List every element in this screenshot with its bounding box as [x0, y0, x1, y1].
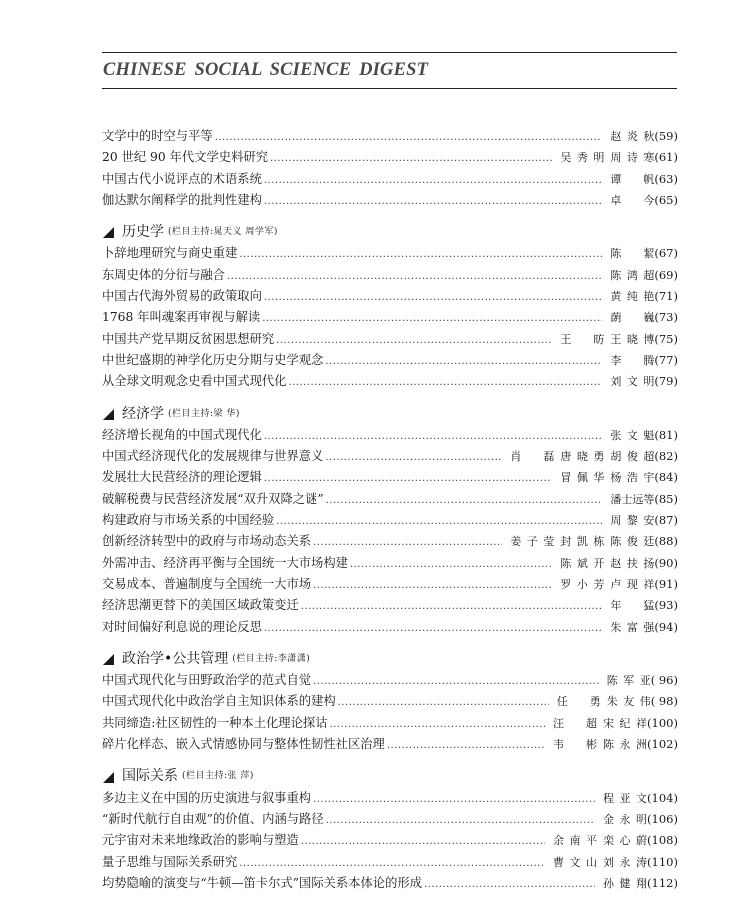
toc-entry[interactable]: [102, 873, 678, 894]
leader-dots: [276, 510, 602, 531]
author-name: 年 猛: [610, 599, 655, 613]
page-number: (65): [654, 192, 678, 207]
author-name: 王晓博: [610, 332, 655, 346]
page-number-value: 108: [651, 833, 674, 848]
article-title: 经济思潮更替下的美国区域政策变迁: [102, 598, 299, 613]
article-authors: [601, 670, 651, 691]
page-number: (81): [654, 427, 678, 442]
author-name: 杨浩宇: [610, 471, 655, 485]
article-title: 1768 年叫魂案再审视与解读: [102, 310, 261, 325]
page-number: (84): [654, 470, 678, 485]
page-number-value: 87: [658, 513, 674, 528]
page-number: (61): [654, 150, 678, 165]
page-number: (102): [647, 737, 678, 752]
page-number: (94): [654, 619, 678, 634]
leader-dots: [301, 595, 603, 616]
leader-dots: [264, 467, 552, 488]
page-number: (87): [654, 513, 678, 528]
author-name: 卓 今: [610, 193, 655, 207]
page-number: (73): [654, 310, 678, 325]
article-authors: [604, 169, 654, 190]
toc-entry[interactable]: [102, 350, 678, 371]
author-name: 赵炎秋: [610, 130, 655, 143]
author-name: 陈鸿超: [610, 268, 655, 282]
page-number-value: 63: [658, 171, 674, 186]
page-number: (67): [654, 246, 678, 261]
article-title: 破解税费与民营经济发展“双升双降之谜”: [102, 491, 324, 506]
author-name: 朱富强: [610, 620, 655, 634]
page-number-value: 112: [651, 875, 674, 890]
article-title: 中国古代小说评点的术语系统: [102, 171, 262, 186]
leader-dots: [313, 788, 595, 809]
author-name: 孙健翔: [603, 876, 648, 890]
article-authors: [504, 531, 654, 552]
article-title: 外需冲击、经济再平衡与全国统一大市场构建: [102, 555, 348, 570]
article-title: 东周史体的分衍与融合: [102, 267, 225, 282]
page-number: (59): [654, 129, 678, 143]
page-number-value: 84: [658, 470, 674, 485]
author-name: 刘文明: [610, 375, 655, 389]
leader-dots: [387, 734, 545, 755]
article-title: 创新经济转型中的政府与市场动态关系: [102, 534, 312, 549]
leader-dots: [325, 446, 502, 467]
page-number-value: 98: [655, 694, 674, 709]
article-title: “新时代航行自由观”的价值、内涵与路径: [102, 811, 324, 826]
article-title: 中国共产党早期反贫困思想研究: [102, 331, 275, 346]
article-authors: [547, 734, 647, 755]
article-authors: [604, 371, 654, 392]
article-authors: [597, 809, 647, 830]
article-authors: [604, 595, 654, 616]
page-number: (104): [647, 790, 678, 805]
page-number: (108): [647, 833, 678, 848]
toc-entry[interactable]: [102, 553, 678, 574]
page-number: (79): [654, 374, 678, 389]
author-name: 唐晓勇: [560, 450, 605, 464]
leader-dots: [262, 307, 602, 328]
author-name: 余南平: [553, 834, 598, 848]
page-number: (88): [654, 534, 678, 549]
toc-entry[interactable]: [102, 329, 678, 350]
article-title: 卜辞地理研究与商史重建: [102, 246, 238, 261]
page-number-value: 59: [658, 129, 674, 143]
article-title: 对时间偏好利息说的理论反思: [102, 619, 262, 634]
page-number: (112): [647, 875, 678, 890]
leader-dots: [330, 713, 546, 734]
leader-dots: [239, 243, 602, 264]
leader-dots: [215, 126, 603, 147]
author-name: 卢现祥: [610, 577, 655, 591]
author-name: 朱友伟: [606, 695, 651, 709]
article-title: 元宇宙对未来地缘政治的影响与塑造: [102, 833, 299, 848]
article-title: 碎片化样态、嵌入式情感协同与整体性韧性社区治理: [102, 737, 385, 752]
article-title: 20 世纪 90 年代文学史料研究: [102, 150, 268, 165]
toc-entry[interactable]: [102, 371, 678, 392]
toc-entry[interactable]: [102, 307, 678, 328]
article-authors: [547, 852, 647, 873]
article-authors: [604, 126, 654, 147]
author-name: 罗小芳: [560, 577, 605, 591]
article-title: 伽达默尔阐释学的批判性建构: [102, 192, 262, 207]
article-title: 文学中的时空与平等: [102, 129, 213, 143]
article-authors: [554, 553, 654, 574]
page-number-value: 79: [658, 374, 674, 389]
article-authors: [604, 617, 654, 638]
header-rule-top: [102, 52, 677, 53]
author-name: 胡俊超: [610, 450, 655, 464]
page-number-value: 77: [658, 352, 674, 367]
section-title: 政治学•公共管理: [122, 650, 229, 667]
leader-dots: [326, 489, 603, 510]
article-authors: [554, 467, 654, 488]
toc-entry[interactable]: [102, 190, 678, 211]
article-authors: [604, 307, 654, 328]
leader-dots: [264, 190, 602, 211]
author-name: 曹文山: [553, 855, 598, 869]
section-host: (栏目主持:李潇潇): [232, 653, 311, 664]
article-authors: [554, 574, 654, 595]
author-name: 陈 絜: [610, 247, 655, 261]
triangle-marker-icon: [103, 772, 114, 783]
leader-dots: [239, 852, 545, 873]
page-number: (69): [654, 267, 678, 282]
leader-dots: [313, 670, 599, 691]
table-of-contents: [102, 126, 678, 894]
leader-dots: [264, 617, 602, 638]
toc-entry[interactable]: [102, 489, 678, 510]
author-name: 蓢 巍: [610, 311, 655, 325]
author-name: 刘永涛: [603, 855, 648, 869]
article-title: 均势隐喻的演变与“牛顿—笛卡尔式”国际关系本体论的形成: [102, 875, 422, 890]
section-title: 国际关系: [122, 768, 178, 785]
triangle-marker-icon: [103, 409, 114, 420]
author-name: 黄纯艳: [610, 290, 655, 304]
article-title: 中国式经济现代化的发展规律与世界意义: [102, 449, 324, 464]
page-number-value: 91: [658, 576, 674, 591]
page-number-value: 106: [651, 811, 674, 826]
toc-entry[interactable]: [102, 691, 678, 712]
article-authors: [504, 446, 654, 467]
page-number: (77): [654, 352, 678, 367]
author-name: 周黎安: [610, 514, 655, 528]
leader-dots: [326, 809, 595, 830]
toc-entry[interactable]: [102, 467, 678, 488]
leader-dots: [313, 574, 552, 595]
author-name: 汪 超: [553, 716, 598, 730]
author-name: 任 勇: [556, 695, 601, 709]
page-number: (75): [654, 331, 678, 346]
page-number-value: 61: [658, 150, 674, 165]
toc-entry[interactable]: [102, 574, 678, 595]
page-number: (63): [654, 171, 678, 186]
article-title: 从全球文明观念史看中国式现代化: [102, 374, 287, 389]
page-number: ( 96): [650, 673, 678, 688]
toc-entry[interactable]: [102, 510, 678, 531]
author-name: 冒佩华: [560, 471, 605, 485]
page-number-value: 73: [658, 310, 674, 325]
leader-dots: [270, 147, 552, 168]
article-authors: [604, 190, 654, 211]
leader-dots: [338, 691, 549, 712]
page-number: (71): [654, 289, 678, 304]
author-name: 周诗寒: [610, 151, 655, 165]
toc-entry[interactable]: [102, 265, 678, 286]
page-number-value: 85: [658, 491, 674, 506]
toc-entry[interactable]: [102, 713, 678, 734]
article-authors: [554, 329, 654, 350]
page-number-value: 90: [658, 555, 674, 570]
article-authors: [604, 243, 654, 264]
article-authors: [604, 425, 654, 446]
author-name: 张文魁: [610, 428, 655, 442]
toc-entry[interactable]: [102, 446, 678, 467]
article-authors: [604, 265, 654, 286]
page-number-value: 69: [658, 267, 674, 282]
page-number: (110): [647, 854, 678, 869]
toc-entry[interactable]: [102, 734, 678, 755]
toc-entry[interactable]: [102, 830, 678, 851]
section-heading: [102, 766, 678, 787]
article-title: 共同缔造:社区韧性的一种本土化理论探诂: [102, 715, 328, 730]
page-number-value: 96: [655, 673, 674, 688]
page-number: (85): [654, 491, 678, 506]
article-authors: [547, 830, 647, 851]
page-number-value: 82: [658, 449, 674, 464]
section-heading: [102, 222, 678, 243]
page-number-value: 67: [658, 246, 674, 261]
leader-dots: [325, 350, 602, 371]
article-title: 中国式现代化与田野政治学的范式自觉: [102, 673, 312, 688]
article-authors: [604, 350, 654, 371]
page-number-value: 88: [658, 534, 674, 549]
page-number: (106): [647, 811, 678, 826]
author-name: 谭 帆: [610, 172, 655, 186]
author-name: 潘士远等: [610, 492, 655, 506]
triangle-marker-icon: [103, 654, 114, 665]
author-name: 宋纪祥: [603, 716, 648, 730]
leader-dots: [288, 371, 602, 392]
page-number-value: 65: [658, 192, 674, 207]
article-title: 多边主义在中国的历史演进与叙事重构: [102, 790, 312, 805]
page-number: (93): [654, 598, 678, 613]
page-number-value: 81: [658, 427, 674, 442]
author-name: 韦 彬: [553, 738, 598, 752]
author-name: 吴秀明: [560, 151, 605, 165]
article-title: 中国古代海外贸易的政策取向: [102, 289, 262, 304]
triangle-marker-icon: [103, 227, 114, 238]
leader-dots: [264, 169, 602, 190]
article-authors: [604, 489, 654, 510]
article-authors: [554, 147, 654, 168]
leader-dots: [227, 265, 602, 286]
article-authors: [597, 788, 647, 809]
leader-dots: [424, 873, 595, 894]
page-number-value: 104: [651, 790, 674, 805]
section-title: 经济学: [122, 405, 164, 422]
toc-entry[interactable]: [102, 788, 678, 809]
section-heading: [102, 649, 678, 670]
header-rule-bottom: [102, 88, 677, 89]
author-name: 陈军亚: [606, 674, 651, 688]
article-authors: [597, 873, 647, 894]
toc-entry[interactable]: [102, 169, 678, 190]
article-authors: [604, 286, 654, 307]
page-number-value: 102: [651, 737, 674, 752]
leader-dots: [350, 553, 552, 574]
page-number: (82): [654, 449, 678, 464]
article-authors: [547, 713, 647, 734]
page-number: (90): [654, 555, 678, 570]
author-name: 陈斌开: [560, 556, 605, 570]
leader-dots: [264, 286, 602, 307]
page-number-value: 110: [651, 854, 674, 869]
section-host: (栏目主持:张 萍): [182, 771, 254, 782]
toc-entry[interactable]: [102, 531, 678, 552]
toc-entry[interactable]: [102, 286, 678, 307]
page-number: (100): [647, 715, 678, 730]
article-authors: [604, 510, 654, 531]
page-number-value: 93: [658, 598, 674, 613]
article-title: 发展壮大民营经济的理论逻辑: [102, 470, 262, 485]
article-title: 经济增长视角的中国式现代化: [102, 427, 262, 442]
article-title: 量子思维与国际关系研究: [102, 854, 238, 869]
article-title: 构建政府与市场关系的中国经验: [102, 513, 275, 528]
author-name: 赵扶扬: [610, 556, 655, 570]
leader-dots: [276, 329, 552, 350]
author-name: 陈俊廷: [610, 535, 655, 549]
section-host: (栏目主持:晁天义 周学军): [168, 227, 278, 238]
toc-entry[interactable]: [102, 243, 678, 264]
author-name: 李 腾: [610, 353, 655, 367]
article-title: 交易成本、普遍制度与全国统一大市场: [102, 576, 312, 591]
journal-title: CHINESE SOCIAL SCIENCE DIGEST: [103, 60, 429, 80]
page-number-value: 71: [658, 289, 674, 304]
page-number-value: 94: [658, 619, 674, 634]
author-name: 金永明: [603, 812, 648, 826]
section-heading: [102, 404, 678, 425]
leader-dots: [301, 830, 545, 851]
toc-entry[interactable]: [102, 617, 678, 638]
toc-entry[interactable]: [102, 595, 678, 616]
leader-dots: [313, 531, 502, 552]
author-name: 姜子莹: [510, 535, 555, 549]
author-name: 肖 磊: [510, 450, 555, 464]
toc-entry[interactable]: [102, 425, 678, 446]
author-name: 陈永洲: [603, 738, 648, 752]
page-number: ( 98): [650, 694, 678, 709]
toc-entry[interactable]: [102, 809, 678, 830]
leader-dots: [264, 425, 602, 446]
author-name: 封凯栋: [560, 535, 605, 549]
article-title: 中世纪盛期的神学化历史分期与史学观念: [102, 352, 324, 367]
author-name: 王 昉: [560, 332, 605, 346]
page-number-value: 100: [651, 715, 674, 730]
article-authors: [551, 691, 651, 712]
author-name: 程亚文: [603, 791, 648, 805]
page-number-value: 75: [658, 331, 674, 346]
page-number: (91): [654, 576, 678, 591]
article-title: 中国式现代化中政治学自主知识体系的建构: [102, 694, 336, 709]
toc-entry[interactable]: [102, 126, 678, 147]
toc-entry[interactable]: [102, 670, 678, 691]
section-host: (栏目主持:梁 华): [168, 408, 240, 419]
author-name: 栾心蔚: [603, 834, 648, 848]
toc-entry[interactable]: [102, 852, 678, 873]
section-title: 历史学: [122, 224, 164, 241]
toc-entry[interactable]: [102, 147, 678, 168]
